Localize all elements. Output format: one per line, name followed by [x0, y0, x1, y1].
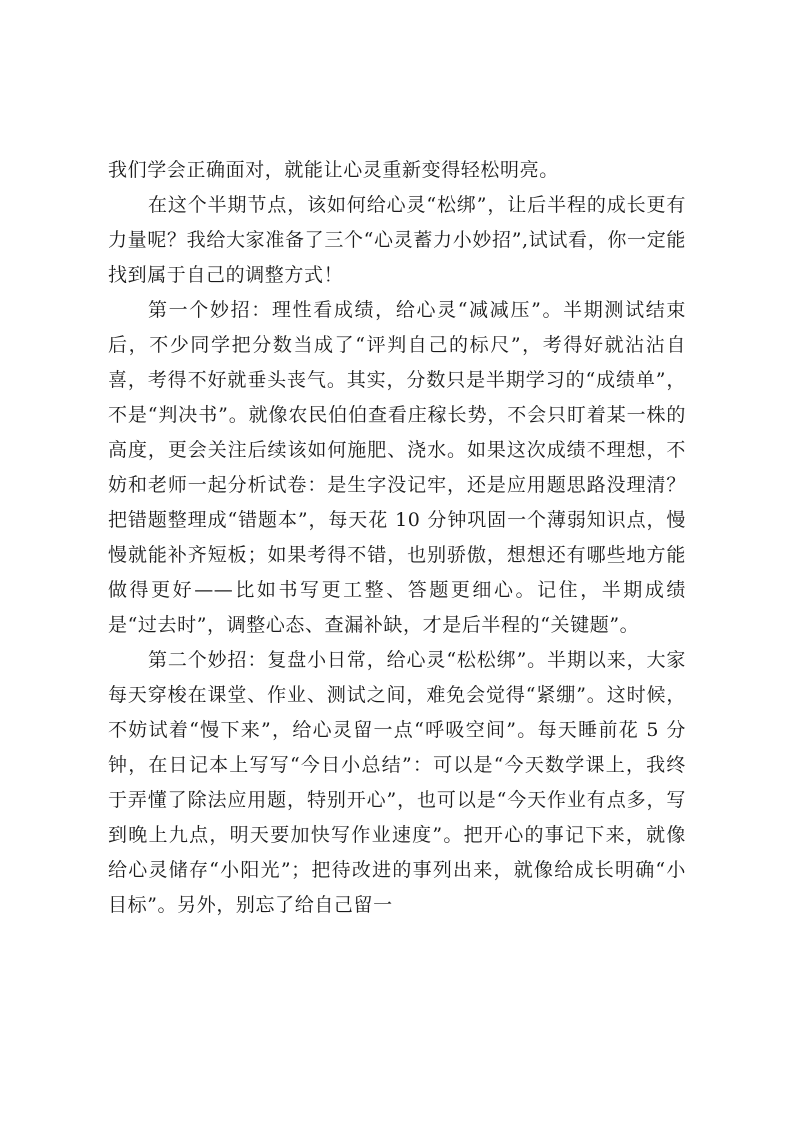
document-body [108, 153, 686, 923]
paragraph-continuation: 我们学会正确面对，就能让心灵重新变得轻松明亮。 [108, 159, 559, 181]
paragraph-intro: 在这个半期节点，该如何给心灵“松绑”，让后半程的成长更有力量呢？我给大家准备了三个“心灵蓄力小妙招”,试试看，你一定能找到属于自己的调整方式！ [108, 194, 686, 286]
paragraph-tip-two: 第二个妙招：复盘小日常，给心灵“松松绑”。半期以来，大家每天穿梭在课堂、作业、测试之间，难免会觉得“紧绷”。这时候，不妨试着“慢下来”，给心灵留一点“呼吸空间”。每天睡前花 5 分钟，在日记本上写写“今日小总结”：可以是“今天数学课上，我终于弄懂了除法应用题，特别开心”，也可以是“今天作业有点多，写到晚上九点，明天要加快写作业速度”。把开心的事记下来，就像给心灵储存“小阳光”；把待改进的事列出来，就像给成长明确“小目标”。另外，别忘了给自己留一 [108, 649, 686, 916]
paragraph-tip-one: 第一个妙招：理性看成绩，给心灵“减减压”。半期测试结束后，不少同学把分数当成了“评判自己的标尺”，考得好就沾沾自喜，考得不好就垂头丧气。其实，分数只是半期学习的“成绩单”，不是“判决书”。就像农民伯伯查看庄稼长势，不会只盯着某一株的高度，更会关注后续该如何施肥、浇水。如果这次成绩不理想，不妨和老师一起分析试卷：是生字没记牢，还是应用题思路没理清？把错题整理成“错题本”，每天花 10 分钟巩固一个薄弱知识点，慢慢就能补齐短板；如果考得不错，也别骄傲，想想还有哪些地方能做得更好——比如书写更工整、答题更细心。记住，半期成绩是“过去时”，调整心态、查漏补缺，才是后半程的“关键题”。 [108, 299, 686, 636]
